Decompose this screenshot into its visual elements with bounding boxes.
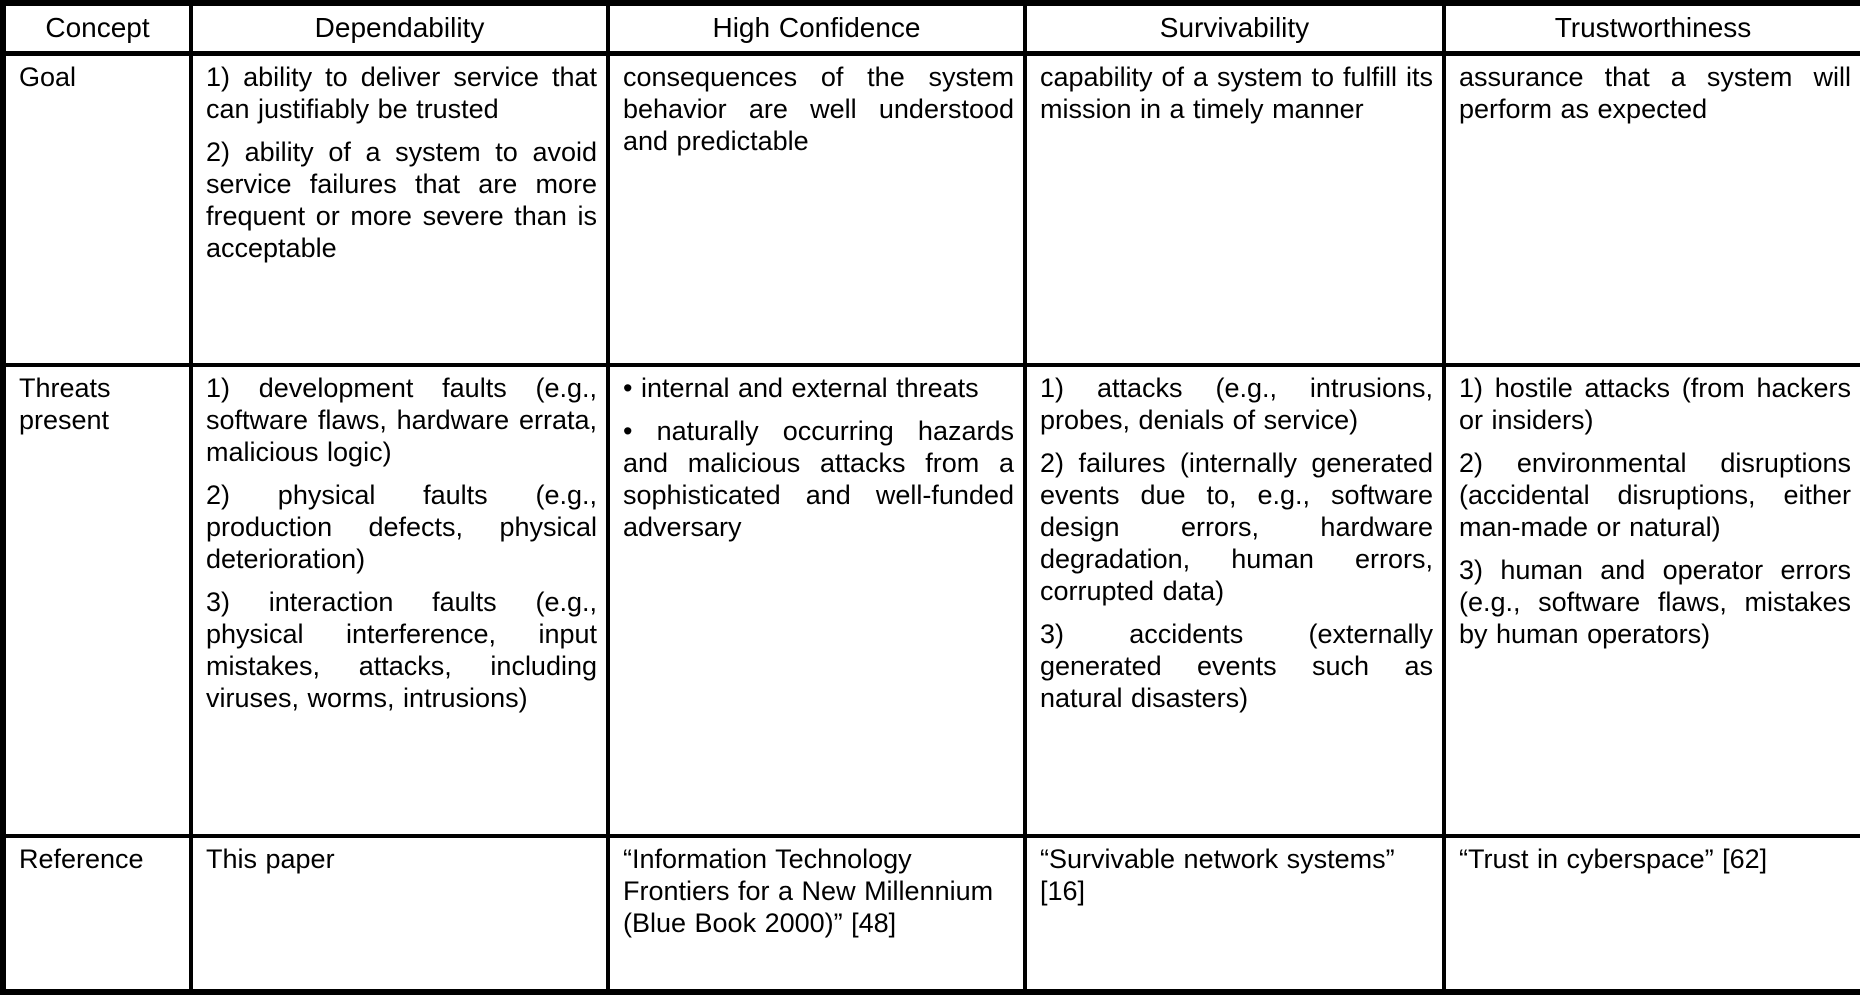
paragraph: 1) attacks (e.g., intrusions, probes, denials of service)	[1040, 373, 1433, 435]
paragraph: 3) accidents (externally generated events such as natural disasters)	[1040, 619, 1433, 713]
table-header-row	[3, 3, 1860, 53]
cell-threats-survivability	[1025, 365, 1444, 836]
paragraph: • naturally occurring hazards and malicious attacks from a sophisticated and well-funded adversary	[623, 416, 1014, 542]
column-header-survivability: Survivability	[1025, 3, 1444, 53]
paragraph: capability of a system to fulfill its mission in a timely manner	[1040, 61, 1433, 124]
paragraph: 2) environmental disruptions (accidental disruptions, either man-made or natural)	[1459, 448, 1851, 542]
paragraph: 1) development faults (e.g., software flaws, hardware errata, malicious logic)	[206, 373, 597, 467]
paragraph: 3) interaction faults (e.g., physical interference, input mistakes, attacks, including viruses, worms, intrusions)	[206, 587, 597, 713]
cell-threats-trustworthiness	[1444, 365, 1860, 836]
cell-threats-high-confidence	[608, 365, 1025, 836]
paragraph: 2) ability of a system to avoid service failures that are more frequent or more severe than is acceptable	[206, 136, 597, 263]
paragraph: • internal and external threats	[623, 373, 979, 403]
cell-reference-trustworthiness	[1444, 836, 1860, 992]
paragraph: 2) physical faults (e.g., production defects, physical deterioration)	[206, 480, 597, 574]
paragraph: 3) human and operator errors (e.g., software flaws, mistakes by human operators)	[1459, 555, 1851, 649]
column-header-dependability: Dependability	[191, 3, 608, 53]
paragraph: This paper	[206, 844, 335, 874]
paragraph: “Survivable network systems” [16]	[1040, 844, 1395, 906]
cell-goal-trustworthiness	[1444, 53, 1860, 365]
cell-reference-survivability	[1025, 836, 1444, 992]
paragraph: assurance that a system will perform as expected	[1459, 61, 1851, 124]
table-body	[3, 53, 1860, 992]
header-row	[3, 3, 1860, 53]
table-row-reference	[3, 836, 1860, 992]
row-label-goal: Goal	[3, 53, 191, 365]
paragraph: 2) failures (internally generated events due to, e.g., software design errors, hardware degradation, human errors, corrupted data)	[1040, 448, 1433, 606]
paragraph: “Trust in cyberspace” [62]	[1459, 844, 1768, 874]
paragraph: 1) ability to deliver service that can justifiably be trusted	[206, 61, 597, 124]
column-header-trustworthiness: Trustworthiness	[1444, 3, 1860, 53]
column-header-concept: Concept	[3, 3, 191, 53]
column-header-high-confidence: High Confidence	[608, 3, 1025, 53]
table-row-threats-present	[3, 365, 1860, 836]
cell-reference-dependability	[191, 836, 608, 992]
cell-goal-dependability	[191, 53, 608, 365]
cell-goal-high-confidence	[608, 53, 1025, 365]
paragraph: 1) hostile attacks (from hackers or insiders)	[1459, 373, 1851, 435]
row-label-reference: Reference	[3, 836, 191, 992]
paragraph: consequences of the system behavior are well understood and predictable	[623, 61, 1014, 156]
cell-threats-dependability	[191, 365, 608, 836]
table-row-goal	[3, 53, 1860, 365]
cell-reference-high-confidence	[608, 836, 1025, 992]
row-label-threats-present: Threats present	[3, 365, 191, 836]
cell-goal-survivability	[1025, 53, 1444, 365]
paragraph: “Information Technology Frontiers for a New Millennium (Blue Book 2000)” [48]	[623, 844, 994, 938]
